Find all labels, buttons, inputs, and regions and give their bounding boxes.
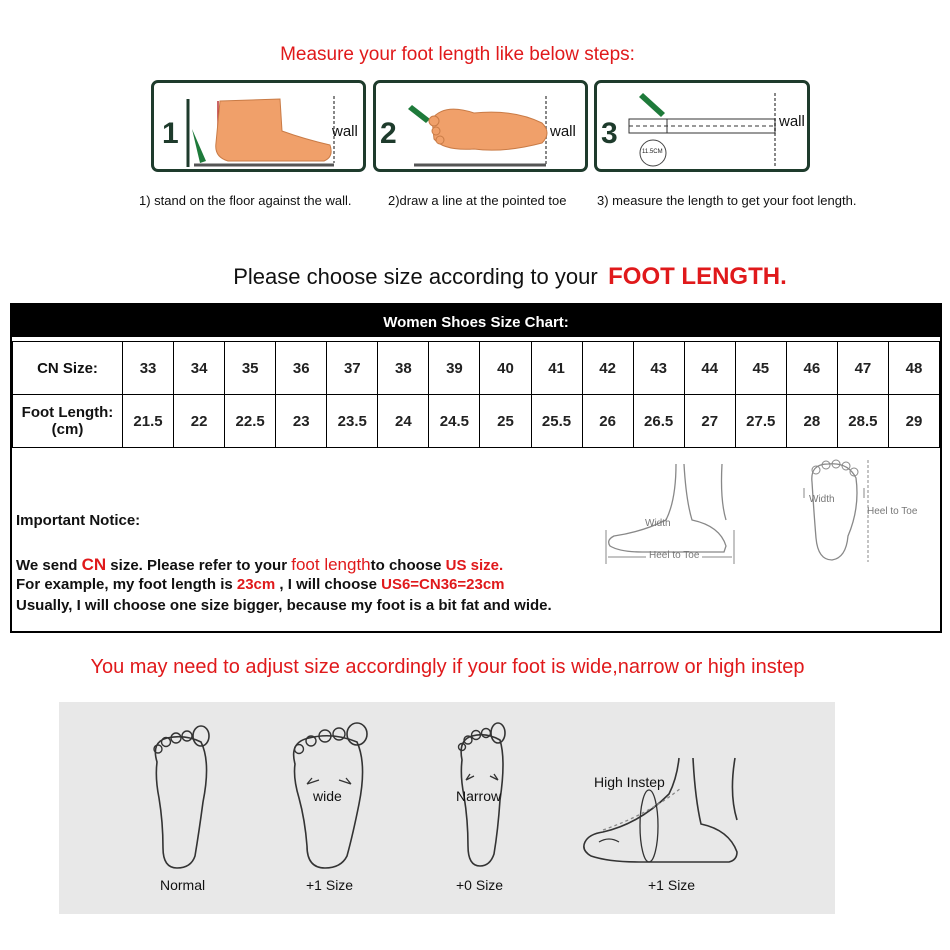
- cn-size-cell: 37: [327, 342, 378, 395]
- step-3-caption: 3) measure the length to get your foot length.: [597, 193, 857, 208]
- cn-size-cell: 47: [837, 342, 888, 395]
- step-1-caption: 1) stand on the floor against the wall.: [139, 193, 352, 208]
- notice-line-2: [16, 576, 505, 593]
- high-instep-foot-icon: [579, 754, 749, 874]
- foot-length-cell: 29: [888, 395, 939, 448]
- notice-text: to choose: [370, 557, 446, 574]
- cn-size-cell: 46: [786, 342, 837, 395]
- normal-foot-caption: Normal: [160, 877, 206, 893]
- step-1-wall-label: wall: [332, 123, 358, 140]
- foot-length-cell: 27: [684, 395, 735, 448]
- foot-length-cell: 22.5: [225, 395, 276, 448]
- cn-size-cell: 40: [480, 342, 531, 395]
- foot-length-highlight: FOOT LENGTH.: [608, 263, 787, 290]
- size-table: [12, 341, 940, 448]
- top-diagram-width-label: Width: [809, 494, 835, 505]
- step-2-panel: [373, 80, 588, 172]
- foot-length-cell: 25: [480, 395, 531, 448]
- step-2-number: 2: [380, 117, 397, 150]
- step-1-panel: [151, 80, 366, 172]
- step-3-ruler-illustration: [627, 89, 787, 169]
- cn-size-cell: 44: [684, 342, 735, 395]
- foot-length-row: [13, 395, 940, 448]
- foot-length-cell: 24: [378, 395, 429, 448]
- adjust-size-title: You may need to adjust size accordingly if your foot is wide,narrow or high instep: [90, 656, 805, 678]
- notice-23cm-highlight: 23cm: [236, 576, 276, 593]
- step-2-caption: 2)draw a line at the pointed toe: [388, 193, 567, 208]
- cn-size-cell: 45: [735, 342, 786, 395]
- foot-length-cell: 23.5: [327, 395, 378, 448]
- foot-length-label-line2: (cm): [51, 421, 84, 438]
- foot-length-cell: 28: [786, 395, 837, 448]
- measure-title: Measure your foot length like below steps:: [280, 44, 635, 65]
- foot-length-cell: 21.5: [123, 395, 174, 448]
- notice-title: Important Notice:: [16, 512, 141, 529]
- side-diagram-heel-to-toe-label: Heel to Toe: [649, 550, 700, 561]
- cn-size-cell: 33: [123, 342, 174, 395]
- notice-text: , I will choose: [275, 576, 382, 593]
- normal-foot-icon: [145, 722, 215, 872]
- foot-length-cell: 26: [582, 395, 633, 448]
- cn-size-cell: 35: [225, 342, 276, 395]
- step-3-ruler-label: 11.5CM: [642, 149, 663, 155]
- notice-size-equivalence-highlight: US6=CN36=23cm: [381, 576, 505, 593]
- foot-types-panel: [59, 702, 835, 914]
- cn-size-label: CN Size:: [13, 342, 123, 395]
- choose-size-headline: [0, 263, 950, 291]
- cn-size-cell: 39: [429, 342, 480, 395]
- cn-size-cell: 43: [633, 342, 684, 395]
- notice-line-3: Usually, I will choose one size bigger, because my foot is a bit fat and wide.: [16, 597, 552, 614]
- foot-length-cell: 23: [276, 395, 327, 448]
- foot-length-cell: 27.5: [735, 395, 786, 448]
- cn-size-cell: 48: [888, 342, 939, 395]
- high-instep-label: High Instep: [594, 774, 665, 790]
- choose-size-text: Please choose size according to your: [233, 264, 598, 289]
- notice-text: We send: [16, 557, 82, 574]
- notice-us-size-highlight: US size.: [445, 557, 504, 574]
- foot-length-label-line1: Foot Length:: [21, 404, 114, 421]
- cn-size-cell: 41: [531, 342, 582, 395]
- step-3-wall-label: wall: [779, 113, 805, 130]
- high-instep-caption: +1 Size: [648, 877, 696, 893]
- foot-length-cell: 28.5: [837, 395, 888, 448]
- foot-length-cell: 22: [174, 395, 225, 448]
- size-chart-header: Women Shoes Size Chart:: [12, 305, 940, 337]
- cn-size-cell: 42: [582, 342, 633, 395]
- cn-size-cell: 36: [276, 342, 327, 395]
- notice-text: For example, my foot length is: [16, 576, 237, 593]
- cn-size-row: [13, 342, 940, 395]
- cn-size-cell: 38: [378, 342, 429, 395]
- foot-length-cell: 24.5: [429, 395, 480, 448]
- step-2-foot-illustration: [404, 91, 554, 169]
- foot-length-cell: 25.5: [531, 395, 582, 448]
- narrow-foot-caption: +0 Size: [456, 877, 504, 893]
- top-diagram-heel-to-toe-label: Heel to Toe: [867, 506, 918, 517]
- step-3-panel: [594, 80, 810, 172]
- wide-foot-label: wide: [313, 788, 342, 804]
- narrow-foot-label: Narrow: [456, 788, 502, 804]
- top-foot-diagram: [802, 458, 872, 564]
- step-1-number: 1: [162, 117, 179, 150]
- size-chart: [10, 303, 942, 633]
- notice-foot-length-highlight: foot length: [291, 555, 371, 574]
- side-diagram-width-label: Width: [645, 518, 671, 529]
- notice-line-1: [16, 555, 503, 575]
- foot-length-label: [13, 395, 123, 448]
- foot-length-cell: 26.5: [633, 395, 684, 448]
- notice-text: size. Please refer to your: [106, 557, 292, 574]
- notice-cn-highlight: CN: [81, 555, 107, 574]
- step-2-wall-label: wall: [550, 123, 576, 140]
- wide-foot-caption: +1 Size: [306, 877, 354, 893]
- step-3-number: 3: [601, 117, 618, 150]
- cn-size-cell: 34: [174, 342, 225, 395]
